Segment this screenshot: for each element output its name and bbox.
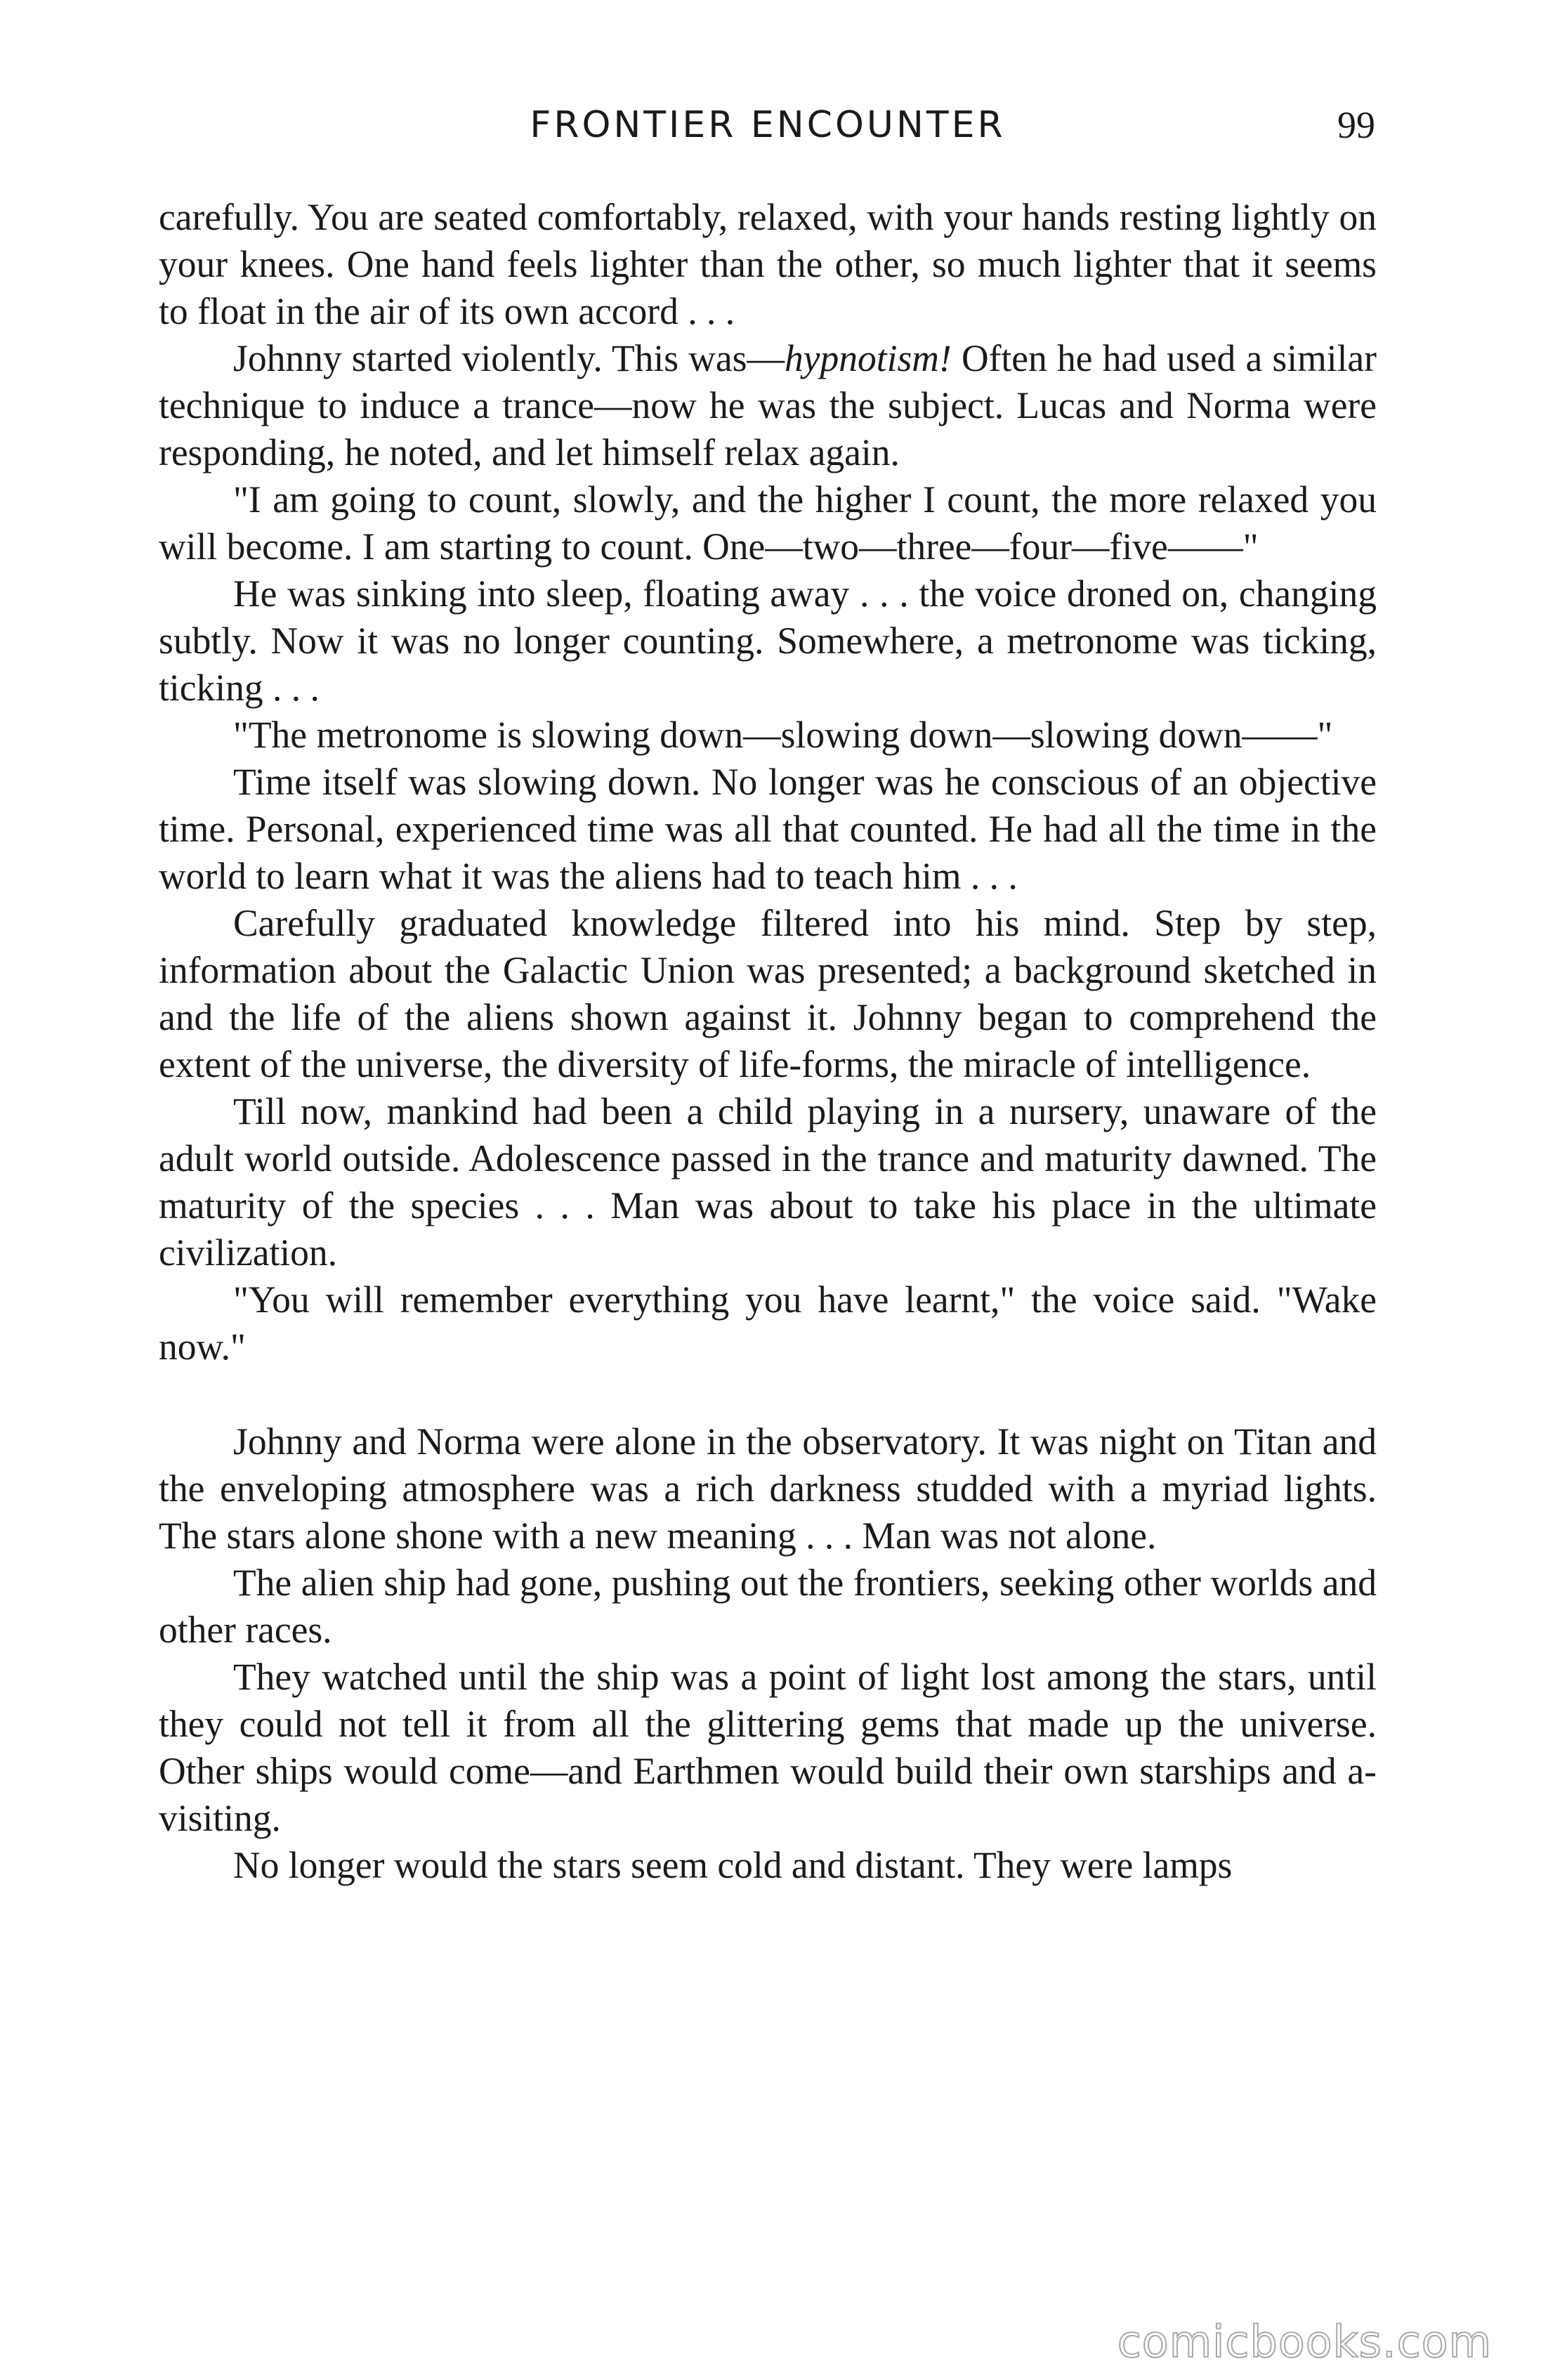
paragraph: Carefully graduated knowledge filtered into his mind. Step by step, information about the Galactic Union was presented; a background sketched in and the life of the aliens shown against it. Johnny began to comprehend the extent of the universe, the diversity of life-forms, the miracle of intelligence. (159, 902, 1377, 1085)
paragraph: The alien ship had gone, pushing out the frontiers, seeking other worlds and other races. (159, 1562, 1377, 1651)
running-title: FRONTIER ENCOUNTER (530, 104, 1006, 146)
body-text (159, 194, 1377, 1889)
watermark: comicbooks.com (1117, 2316, 1492, 2367)
paragraph: Johnny started violently. This was—hypnotism! Often he had used a similar technique to induce a trance—now he was the subject. Lucas and Norma were responding, he noted, and let himself relax again. (159, 337, 1377, 473)
page-header (160, 97, 1375, 153)
paragraph: No longer would the stars seem cold and distant. They were lamps (233, 1844, 1233, 1886)
paragraph: "You will remember everything you have learnt," the voice said. "Wake now." (159, 1279, 1377, 1368)
paragraph: carefully. You are seated comfortably, relaxed, with your hands resting lightly on your knees. One hand feels lighter than the other, so much lighter that it seems to float in the air of its own accord . . . (159, 196, 1377, 332)
paragraph: He was sinking into sleep, floating away . . . the voice droned on, changing subtly. Now it was no longer counting. Somewhere, a metronome was ticking, ticking . . . (159, 573, 1377, 709)
page-number: 99 (1337, 104, 1375, 146)
paragraph: Johnny and Norma were alone in the observatory. It was night on Titan and the enveloping atmosphere was a rich darkness studded with a myriad lights. The stars alone shone with a new meaning . . . Man was not alone. (159, 1420, 1377, 1557)
italic-word: hypnotism! (785, 337, 952, 379)
paragraph: "The metronome is slowing down—slowing down—slowing down——" (233, 714, 1333, 756)
paragraph: They watched until the ship was a point of light lost among the stars, until they could not tell it from all the glittering gems that made up the universe. Other ships would come—and Earthmen would build their own starships and a-visiting. (159, 1656, 1377, 1839)
paragraph: Time itself was slowing down. No longer was he conscious of an objective time. Personal, experienced time was all that counted. He had all the time in the world to learn what it was the aliens had to teach him . . . (159, 761, 1377, 897)
paragraph: Till now, mankind had been a child playing in a nursery, unaware of the adult world outside. Adolescence passed in the trance and maturity dawned. The maturity of the species . . . Man was about to take his place in the ultimate civilization. (159, 1090, 1377, 1274)
paragraph: "I am going to count, slowly, and the higher I count, the more relaxed you will become. I am starting to count. One—two—three—four—five——" (159, 478, 1377, 568)
